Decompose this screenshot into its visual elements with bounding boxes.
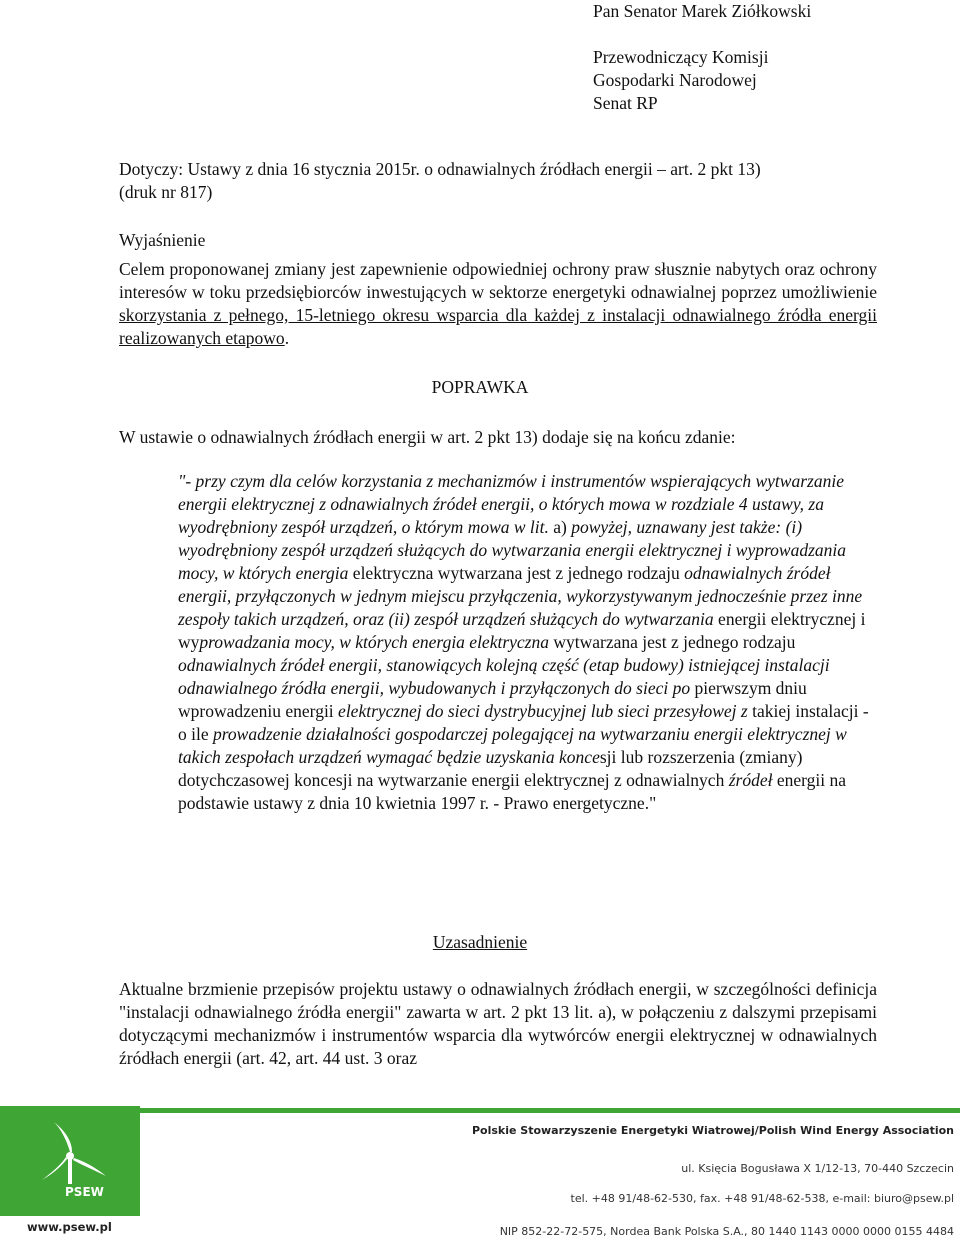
quote-part-9: odnawialnych źródeł energii, stanowiących kolejną część (etap budowy) istniejącej instalacji odnawialnego źródła energii, wybudowanych i przyłączonych do sieci po [178, 655, 830, 698]
quote-part-7: prowadzania mocy, w których energia elektryczna [199, 632, 549, 652]
explanation-body [119, 258, 877, 350]
subject-line1: Dotyczy: Ustawy z dnia 16 stycznia 2015r. o odnawialnych źródłach energii – art. 2 pkt 13) [119, 159, 761, 179]
subject-block [119, 158, 877, 204]
addressee-institution: Senat RP [593, 93, 658, 113]
quote-part-8: wytwarzana jest z jednego rodzaju [549, 632, 796, 652]
quote-part-14: sji lub rozszerzenia (zmiany) dotychczasowej koncesji na wytwarzanie energii elektrycznej z odnawialnych [178, 747, 803, 790]
footer-bank: NIP 852-22-72-575, Nordea Bank Polska S.A., 80 1440 1143 0000 0000 0155 4484 [499, 1225, 954, 1238]
addressee-block [593, 0, 811, 115]
quote-part-16: energii na podstawie ustawy z dnia 10 kwietnia 1997 r. - Prawo energetyczne." [178, 770, 846, 813]
justification-heading: Uzasadnienie [432, 932, 528, 952]
quote-part-3: powyżej, uznawany jest także: (i) wyodrębniony zespół urządzeń służących do wytwarzania energii elektrycznej i wyprowadzania mocy, w których energia [178, 517, 846, 583]
explanation-end: . [284, 328, 290, 348]
quote-part-13: prowadzenie działalności gospodarczej polegającej na wytwarzaniu energii elektrycznej w takich zespołach urządzeń wymagać będzie uzyskania konce [178, 724, 847, 767]
quote-part-2: a) [548, 517, 572, 537]
subject-line2: (druk nr 817) [119, 182, 213, 202]
logo-text: PSEW [65, 1185, 104, 1199]
footer-divider [140, 1108, 960, 1113]
quote-part-10: pierwszym dniu wprowadzeniu energii [178, 678, 807, 721]
explanation-underlined-text: skorzystania z pełnego, 15-letniego okresu wsparcia dla każdej z instalacji odnawialnego źródła energii realizowanych etapowo [119, 305, 877, 348]
quote-part-5: odnawialnych źródeł energii, przyłączonych w jednym miejscu przyłączenia, wykorzystywanym jednocześnie przez inne zespoły takich urządzeń, oraz (ii) zespół urządzeń służących do wytwarzania [178, 563, 863, 629]
addressee-name: Pan Senator Marek Ziółkowski [593, 1, 812, 21]
quote-part-6: energii elektrycznej i wy [178, 609, 866, 652]
footer-organization: Polskie Stowarzyszenie Energetyki Wiatrowej/Polish Wind Energy Association [471, 1124, 954, 1137]
addressee-role-line1: Przewodniczący Komisji [593, 47, 769, 67]
explanation-text: Celem proponowanej zmiany jest zapewnienie odpowiedniej ochrony praw słusznie nabytych oraz ochrony interesów w toku przedsiębiorców inwestujących w sektorze energetyki odnawialnej poprzez umożliwienie [119, 259, 877, 302]
addressee-role-line2: Gospodarki Narodowej [593, 70, 757, 90]
quote-part-4: elektryczna wytwarzana jest z jednego rodzaju [348, 563, 685, 583]
quote-part-12: takiej instalacji - o ile [178, 701, 869, 744]
footer-address: ul. Księcia Bogusława X 1/12-13, 70-440 Szczecin [681, 1162, 954, 1175]
quote-part-11: elektrycznej do sieci dystrybucyjnej lub sieci przesyłowej z [338, 701, 748, 721]
explanation-heading: Wyjaśnienie [119, 230, 206, 250]
website-link[interactable]: www.psew.pl [27, 1220, 112, 1234]
amendment-intro: W ustawie o odnawialnych źródłach energii w art. 2 pkt 13) dodaje się na końcu zdanie: [119, 427, 736, 447]
amendment-quote [178, 470, 878, 815]
justification-body: Aktualne brzmienie przepisów projektu ustawy o odnawialnych źródłach energii, w szczególności definicja "instalacji odnawialnego źródła energii" zawarta w art. 2 pkt 13 lit. a), w połączeniu z dalszymi przepisami dotyczącymi mechanizmów i instrumentów wsparcia dla wytwórców energii elektrycznej w odnawialnych źródłach energii (art. 42, art. 44 ust. 3 oraz [119, 979, 877, 1068]
quote-part-15: źródeł [728, 770, 773, 790]
amendment-heading: POPRAWKA [431, 377, 529, 397]
footer-contact: tel. +48 91/48-62-530, fax. +48 91/48-62-538, e-mail: biuro@psew.pl [570, 1192, 954, 1205]
quote-part-1: "- przy czym dla celów korzystania z mechanizmów i instrumentów wspierających wytwarzanie energii elektrycznej z odnawialnych źródeł energii, o których mowa w rozdziale 4 ustawy, za wyodrębniony zespół urządzeń, o którym mowa w lit. [178, 471, 844, 537]
